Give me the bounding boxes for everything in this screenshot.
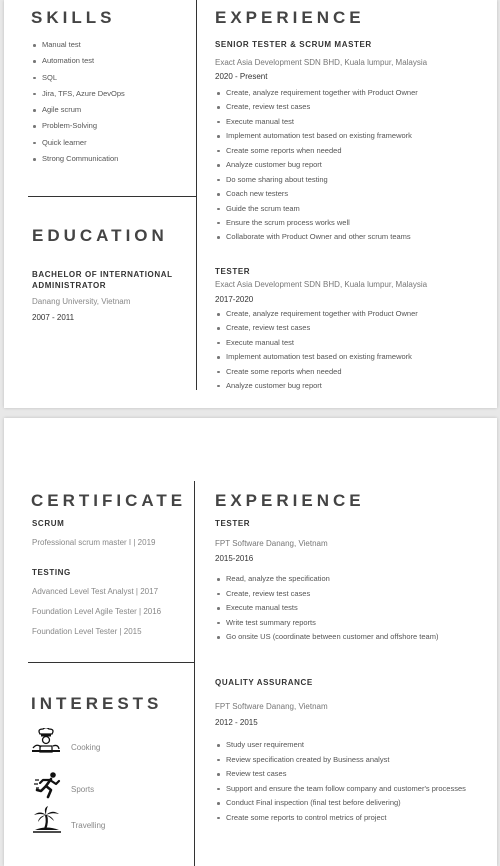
job-dates: 2015-2016 — [215, 554, 254, 563]
job-duty: Create some reports when needed — [216, 146, 418, 160]
education-years: 2007 - 2011 — [32, 313, 75, 322]
skills-list — [32, 40, 125, 170]
job-duty: Create, review test cases — [216, 589, 438, 604]
job-duty: Create some reports to control metrics of project — [216, 813, 481, 823]
job-duty: Do some sharing about testing — [216, 175, 418, 189]
certificate-item: Foundation Level Agile Tester | 2016 — [32, 607, 162, 616]
job-duty: Review test cases — [216, 769, 481, 779]
job-duty: Study user requirement — [216, 740, 481, 750]
palm-island-icon — [32, 806, 62, 834]
job-dates: 2012 - 2015 — [215, 718, 258, 727]
interests-heading: INTERESTS — [31, 694, 163, 713]
skill-item: Agile scrum — [32, 105, 125, 121]
certificate-item: Professional scrum master I | 2019 — [32, 538, 156, 547]
resume-page-2 — [4, 418, 497, 866]
certificate-item: Advanced Level Test Analyst | 2017 — [32, 587, 159, 596]
job-duty: Ensure the scrum process works well — [216, 218, 418, 232]
skill-item: SQL — [32, 73, 125, 89]
job-duty: Create, analyze requirement together with Product Owner — [216, 309, 418, 323]
job-duties-list — [216, 740, 481, 827]
job-duty: Execute manual tests — [216, 603, 438, 618]
job-duty: Implement automation test based on existing framework — [216, 352, 418, 366]
job-duties-list — [216, 309, 418, 395]
certificate-heading: CERTIFICATE — [31, 491, 187, 510]
job-title: SENIOR TESTER & SCRUM MASTER — [215, 40, 372, 49]
job-duty: Analyze customer bug report — [216, 381, 418, 395]
job-duty: Create some reports when needed — [216, 367, 418, 381]
job-duty: Support and ensure the team follow company and customer's processes — [216, 784, 481, 794]
job-duty: Create, review test cases — [216, 323, 418, 337]
job-title: TESTER — [215, 519, 251, 528]
job-duties-list — [216, 88, 418, 247]
job-duty: Create, analyze requirement together with Product Owner — [216, 88, 418, 102]
job-title: TESTER — [215, 267, 251, 276]
job-duty: Implement automation test based on existing framework — [216, 131, 418, 145]
interest-label: Cooking — [71, 743, 101, 752]
job-duty: Execute manual test — [216, 117, 418, 131]
education-heading: EDUCATION — [32, 226, 168, 245]
certificate-category: SCRUM — [32, 519, 65, 528]
skill-item: Automation test — [32, 56, 125, 72]
job-duty: Execute manual test — [216, 338, 418, 352]
job-duty: Go onsite US (coordinate between customer and offshore team) — [216, 632, 438, 647]
job-duty: Write test summary reports — [216, 618, 438, 633]
job-duty: Conduct Final inspection (final test before delivering) — [216, 798, 481, 808]
job-company: FPT Software Danang, Vietnam — [215, 539, 328, 548]
interest-label: Travelling — [71, 821, 106, 830]
column-divider — [196, 0, 197, 390]
certificate-category: TESTING — [32, 568, 71, 577]
job-company: Exact Asia Development SDN BHD, Kuala lumpur, Malaysia — [215, 280, 428, 289]
chef-icon — [31, 728, 61, 756]
experience-heading: EXPERIENCE — [215, 8, 365, 27]
job-duty: Guide the scrum team — [216, 204, 418, 218]
job-duty: Analyze customer bug report — [216, 160, 418, 174]
interest-label: Sports — [71, 785, 95, 794]
school-name: Danang University, Vietnam — [32, 297, 131, 306]
job-duty: Read, analyze the specification — [216, 574, 438, 589]
skill-item: Jira, TFS, Azure DevOps — [32, 89, 125, 105]
resume-page-1 — [4, 0, 497, 408]
job-duties-list — [216, 574, 438, 647]
job-dates: 2017-2020 — [215, 295, 254, 304]
certificate-item: Foundation Level Tester | 2015 — [32, 627, 142, 636]
skill-item: Quick learner — [32, 138, 125, 154]
experience-heading: EXPERIENCE — [215, 491, 365, 510]
job-dates: 2020 - Present — [215, 72, 268, 81]
skill-item: Manual test — [32, 40, 125, 56]
skill-item: Strong Communication — [32, 154, 125, 170]
job-duty: Coach new testers — [216, 189, 418, 203]
job-company: Exact Asia Development SDN BHD, Kuala lumpur, Malaysia — [215, 58, 428, 67]
column-divider — [194, 481, 195, 866]
skill-item: Problem-Solving — [32, 121, 125, 137]
job-duty: Collaborate with Product Owner and other scrum teams — [216, 232, 418, 246]
degree-title: BACHELOR OF INTERNATIONAL ADMINISTRATOR — [32, 270, 173, 290]
section-divider — [28, 196, 196, 197]
job-company: FPT Software Danang, Vietnam — [215, 702, 328, 711]
section-divider — [28, 662, 194, 663]
skills-heading: SKILLS — [31, 8, 116, 27]
job-duty: Review specification created by Business analyst — [216, 755, 481, 765]
job-title: QUALITY ASSURANCE — [215, 678, 313, 687]
job-duty: Create, review test cases — [216, 102, 418, 116]
runner-icon — [34, 771, 62, 799]
